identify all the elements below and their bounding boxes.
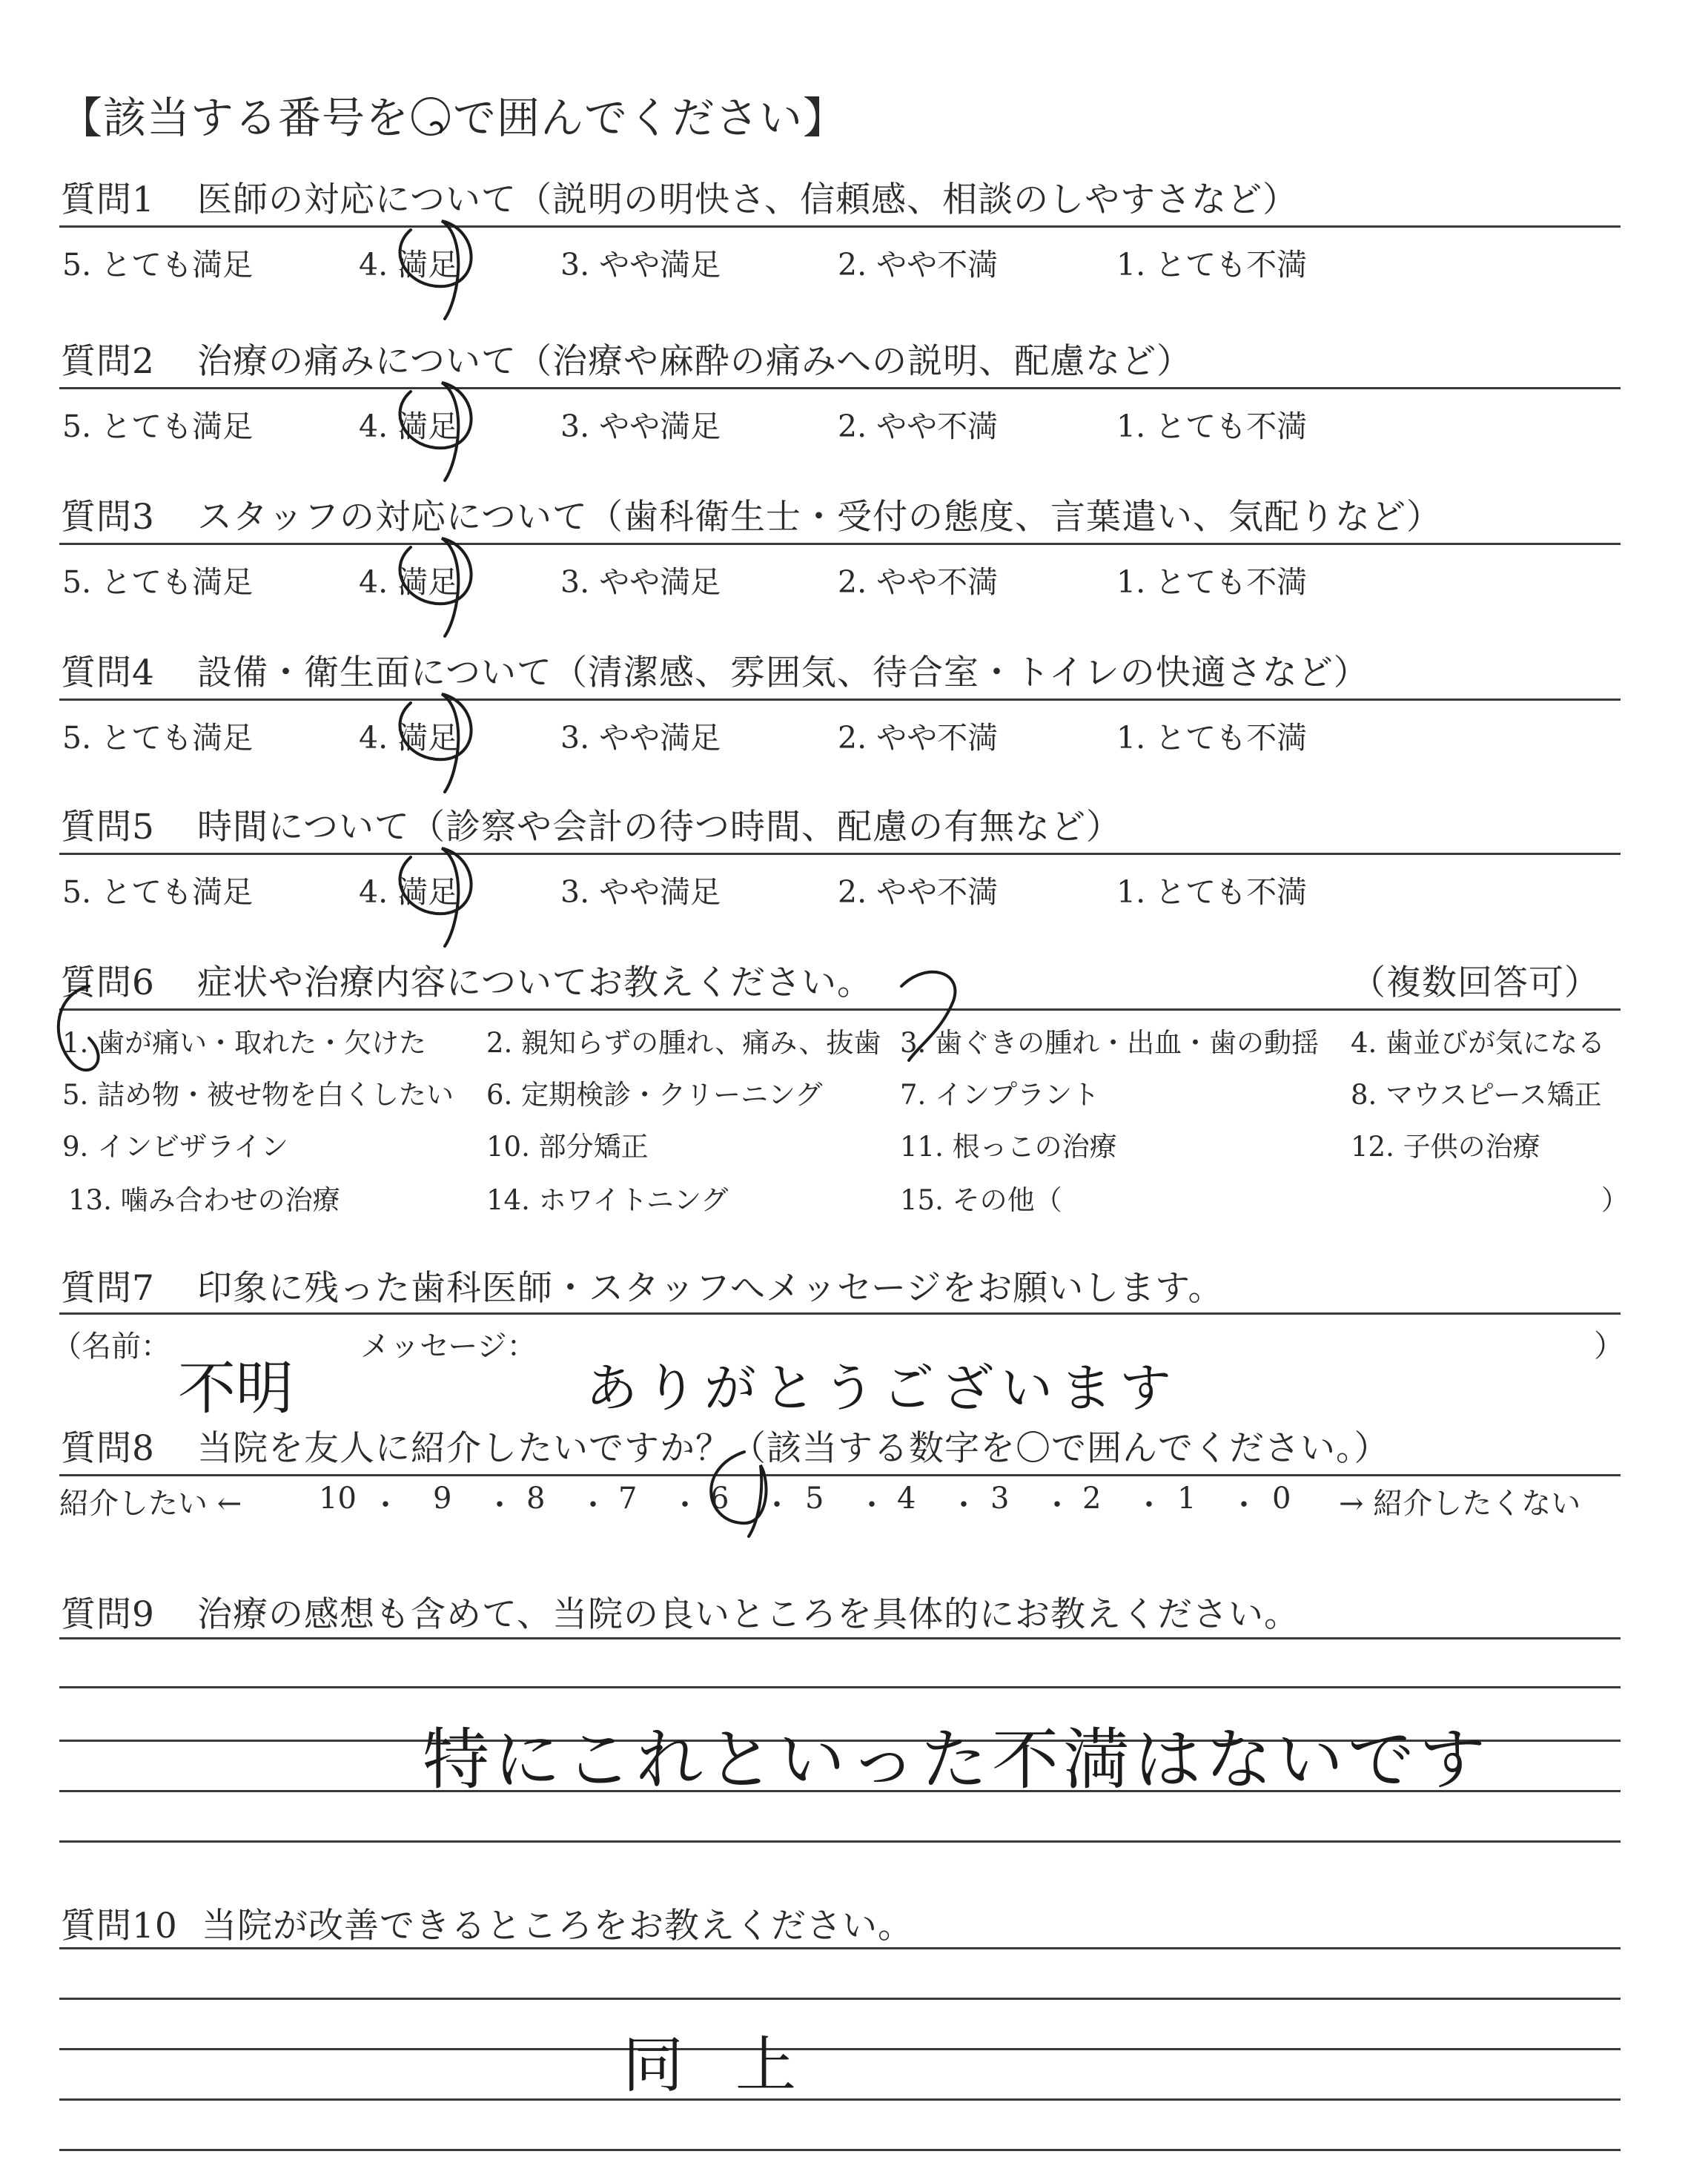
rating-option[interactable]: 1. とても不満 <box>1116 247 1308 283</box>
question-text: スタッフの対応について（歯科衛生士・受付の態度、言葉遣い、気配りなど） <box>197 497 1443 538</box>
rating-option[interactable]: 1. とても不満 <box>1116 720 1308 756</box>
q8-right-label: → 紹介したくない <box>1339 1487 1581 1521</box>
rating-option[interactable]: 4. 満足 <box>359 720 459 756</box>
scale-number[interactable]: 5 <box>805 1482 824 1516</box>
rating-option[interactable]: 3. やや満足 <box>560 564 721 600</box>
answer-line <box>59 1998 1621 2000</box>
scale-dot: ・ <box>1134 1488 1164 1522</box>
q7-close-paren: ） <box>1594 1328 1624 1364</box>
q6-choice[interactable]: 2. 親知らずの腫れ、痛み、抜歯 <box>486 1027 881 1059</box>
rating-option[interactable]: 1. とても不満 <box>1116 564 1308 600</box>
q7-label: 質問7 <box>61 1268 155 1309</box>
question-text: 時間について（診察や会計の待つ時間、配慮の有無など） <box>197 807 1122 848</box>
rating-option[interactable]: 2. やや不満 <box>838 720 999 756</box>
scale-dot: ・ <box>1229 1488 1259 1522</box>
scale-number[interactable]: 10 <box>319 1482 357 1516</box>
q10-label: 質問10 <box>61 1906 178 1946</box>
scale-dot: ・ <box>371 1488 400 1522</box>
rating-option[interactable]: 3. やや満足 <box>560 720 721 756</box>
q10-handwritten-answer: 同上 <box>623 2030 849 2101</box>
q6-choice[interactable]: 15. その他（ <box>900 1184 1062 1216</box>
q6-choice[interactable]: 9. インビザライン <box>62 1131 288 1163</box>
question-rule <box>59 387 1621 389</box>
rating-option[interactable]: 2. やや不満 <box>838 409 999 444</box>
rating-option[interactable]: 4. 満足 <box>359 409 459 444</box>
scale-dot: ・ <box>857 1488 887 1522</box>
rating-option[interactable]: 5. とても満足 <box>62 874 254 910</box>
q7-message-label: メッセージ： <box>360 1330 537 1364</box>
answer-line <box>59 1637 1621 1639</box>
scale-number[interactable]: 2 <box>1082 1482 1102 1516</box>
scale-number[interactable]: 7 <box>618 1482 638 1516</box>
rating-option[interactable]: 5. とても満足 <box>62 720 254 756</box>
rating-option[interactable]: 2. やや不満 <box>838 874 999 910</box>
q8-label: 質問8 <box>61 1428 155 1469</box>
q6-choice[interactable]: 14. ホワイトニング <box>486 1184 729 1216</box>
question-label: 質問4 <box>61 653 155 693</box>
q6-choice[interactable]: 3. 歯ぐきの腫れ・出血・歯の動揺 <box>900 1027 1320 1059</box>
question-label: 質問1 <box>61 179 155 220</box>
question-rule <box>59 853 1621 855</box>
scale-dot: ・ <box>949 1488 979 1522</box>
rating-option[interactable]: 5. とても満足 <box>62 564 254 600</box>
rating-option[interactable]: 4. 満足 <box>359 564 459 600</box>
q6-rule <box>59 1008 1621 1011</box>
question-label: 質問3 <box>61 497 155 538</box>
scale-number[interactable]: 0 <box>1272 1482 1291 1516</box>
q6-choice[interactable]: 8. マウスピース矯正 <box>1351 1079 1602 1111</box>
q7-handwritten-name: 不明 <box>178 1355 294 1422</box>
q6-choice[interactable]: 7. インプラント <box>900 1079 1100 1111</box>
question-text: 医師の対応について（説明の明快さ、信頼感、相談のしやすさなど） <box>197 179 1299 220</box>
scale-dot: ・ <box>762 1488 792 1522</box>
q8-rule <box>59 1474 1621 1476</box>
q8-left-label: 紹介したい ← <box>59 1487 242 1521</box>
rating-option[interactable]: 3. やや満足 <box>560 247 721 283</box>
q6-choice[interactable]: 1. 歯が痛い・取れた・欠けた <box>62 1027 427 1059</box>
scale-number[interactable]: 3 <box>990 1482 1010 1516</box>
rating-option[interactable]: 4. 満足 <box>359 247 459 283</box>
rating-option[interactable]: 5. とても満足 <box>62 247 254 283</box>
question-rule <box>59 698 1621 701</box>
question-text: 治療の痛みについて（治療や麻酔の痛みへの説明、配慮など） <box>197 341 1193 382</box>
q6-choice[interactable]: 6. 定期検診・クリーニング <box>486 1079 823 1111</box>
q7-handwritten-message: ありがとうございます <box>586 1358 1179 1418</box>
q6-label: 質問6 <box>61 962 155 1003</box>
q6-text: 症状や治療内容についてお教えください。 <box>197 962 873 1003</box>
q6-choice[interactable]: ） <box>1601 1184 1629 1216</box>
scale-dot: ・ <box>485 1488 514 1522</box>
rating-option[interactable]: 2. やや不満 <box>838 247 999 283</box>
rating-option[interactable]: 5. とても満足 <box>62 409 254 444</box>
rating-option[interactable]: 3. やや満足 <box>560 874 721 910</box>
q6-choice[interactable]: 13. 噛み合わせの治療 <box>68 1184 340 1216</box>
answer-line <box>59 2149 1621 2151</box>
rating-option[interactable]: 4. 満足 <box>359 874 459 910</box>
question-rule <box>59 543 1621 545</box>
scale-number[interactable]: 4 <box>897 1482 916 1516</box>
q6-choice[interactable]: 4. 歯並びが気になる <box>1351 1027 1606 1059</box>
q6-note: （複数回答可） <box>1351 962 1600 1003</box>
q6-choice[interactable]: 5. 詰め物・被せ物を白くしたい <box>62 1079 454 1111</box>
rating-option[interactable]: 1. とても不満 <box>1116 409 1308 444</box>
answer-line <box>59 1686 1621 1688</box>
q7-text: 印象に残った歯科医師・スタッフへメッセージをお願いします。 <box>197 1268 1224 1309</box>
scale-dot: ・ <box>670 1488 700 1522</box>
answer-line <box>59 1947 1621 1949</box>
q7-rule <box>59 1312 1621 1315</box>
scale-dot: ・ <box>1042 1488 1072 1522</box>
rating-option[interactable]: 3. やや満足 <box>560 409 721 444</box>
scale-number[interactable]: 6 <box>710 1482 729 1516</box>
scale-dot: ・ <box>578 1488 608 1522</box>
q9-label: 質問9 <box>61 1594 155 1635</box>
q6-choice[interactable]: 11. 根っこの治療 <box>900 1131 1117 1163</box>
q9-text: 治療の感想も含めて、当院の良いところを具体的にお教えください。 <box>197 1594 1300 1635</box>
q10-text: 当院が改善できるところをお教えください。 <box>202 1906 913 1946</box>
q9-handwritten-answer: 特にこれといった不満はないです <box>423 1721 1490 1799</box>
question-label: 質問2 <box>61 341 155 382</box>
scale-number[interactable]: 9 <box>433 1482 452 1516</box>
question-text: 設備・衛生面について（清潔感、雰囲気、待合室・トイレの快適さなど） <box>197 653 1369 693</box>
rating-option[interactable]: 1. とても不満 <box>1116 874 1308 910</box>
answer-line <box>59 1840 1621 1843</box>
q7-name-label: （名前： <box>52 1330 171 1364</box>
q8-text: 当院を友人に紹介したいですか？（該当する数字を〇で囲んでください。） <box>197 1428 1390 1469</box>
form-heading: 【該当する番号を〇で囲んでください】 <box>59 93 847 143</box>
scale-number[interactable]: 8 <box>526 1482 546 1516</box>
question-rule <box>59 225 1621 228</box>
rating-option[interactable]: 2. やや不満 <box>838 564 999 600</box>
q6-choice[interactable]: 12. 子供の治療 <box>1351 1131 1540 1163</box>
q6-choice[interactable]: 10. 部分矯正 <box>486 1131 649 1163</box>
scale-number[interactable]: 1 <box>1177 1482 1196 1516</box>
question-label: 質問5 <box>61 807 155 848</box>
